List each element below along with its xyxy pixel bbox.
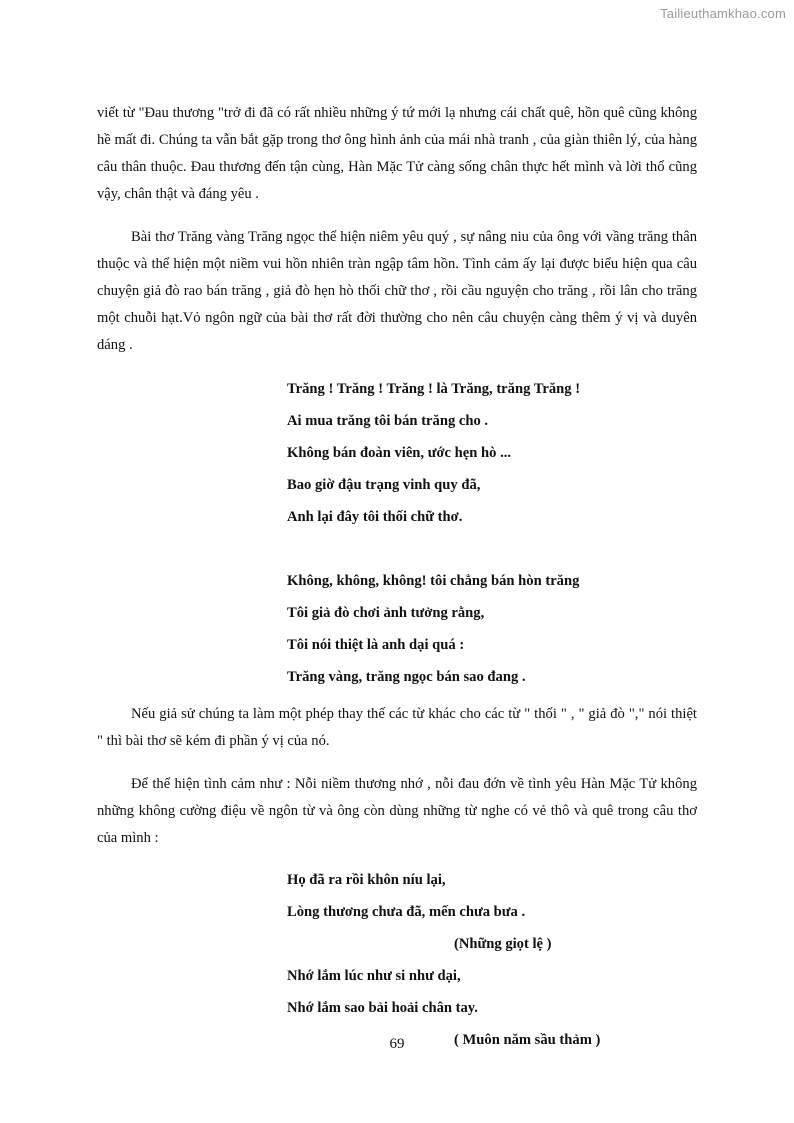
poem-source: (Những giọt lệ ) — [454, 936, 552, 952]
paragraph: Để thể hiện tình cảm như : Nỗi niềm thương nhớ , nỗi đau đớn về tình yêu Hàn Mặc Tử không những không cường điệu về ngôn từ và ông còn dùng những từ nghe có vẻ thô và quê trong câu thơ của mình : — [97, 776, 697, 846]
stanza-break — [97, 533, 697, 565]
poem-source: ( Muôn năm sầu thảm ) — [454, 1032, 601, 1048]
poem-line: Nhớ lắm lúc như si như dại, — [287, 968, 461, 984]
poem-line: Tôi giả đò chơi ảnh tưởng rằng, — [287, 605, 485, 621]
poem-line: Anh lại đây tôi thối chữ thơ. — [287, 509, 463, 525]
paragraph: Nếu giả sử chúng ta làm một phép thay thế các từ khác cho các từ " thối " , " giả đò "," nói thiệt " thì bài thơ sẽ kém đi phần ý vị của nó. — [97, 706, 697, 749]
poem-line: Lòng thương chưa đã, mến chưa bưa . — [287, 904, 526, 920]
watermark: Tailieuthamkhao.com — [660, 6, 786, 21]
poem-line: Ai mua trăng tôi bán trăng cho . — [287, 413, 489, 429]
poem-line: Nhớ lắm sao bải hoải chân tay. — [287, 1000, 478, 1016]
page-content — [97, 100, 697, 1056]
poem-line: Không, không, không! tôi chẳng bán hòn trăng — [287, 573, 580, 589]
poem-line: Bao giờ đậu trạng vinh quy đã, — [287, 477, 481, 493]
paragraph: viết từ "Đau thương "trở đi đã có rất nhiều những ý tứ mới lạ nhưng cái chất quê, hồn quê cũng không hề mất đi. Chúng ta vẫn bắt gặp trong thơ ông hình ảnh của mái nhà tranh , của giàn thiên lý, của hàng câu thân thuộc. Đau thương đến tận cùng, Hàn Mặc Tử càng sống chân thực hết mình và lời thổ cũng vậy, chân thật và đáng yêu . — [97, 105, 697, 202]
poem-trang-vang-trang-ngoc — [97, 373, 697, 693]
poem-line: Trăng ! Trăng ! Trăng ! là Trăng, trăng Trăng ! — [287, 381, 581, 397]
poem-line: Họ đã ra rồi khôn níu lại, — [287, 872, 446, 888]
page-number: 69 — [389, 1036, 405, 1052]
poem-line: Tôi nói thiệt là anh dại quá : — [287, 637, 465, 653]
poem-line: Không bán đoàn viên, ước hẹn hò ... — [287, 445, 512, 461]
poem-excerpts — [97, 864, 697, 1056]
paragraph: Bài thơ Trăng vàng Trăng ngọc thể hiện niêm yêu quý , sự nâng niu của ông với vầng trăng thân thuộc và thể hiện một niềm vui hồn nhiên tràn ngập tâm hồn. Tình cảm ấy lại được biểu hiện qua câu chuyện giả đò rao bán trăng , giả đò hẹn hò thối chữ thơ , rồi cầu nguyện cho trăng , rồi lân cho trăng một chuỗi hạt.Vỏ ngôn ngữ của bài thơ rất đời thường cho nên câu chuyện càng thêm ý vị và duyên dáng . — [97, 229, 697, 353]
poem-line: Trăng vàng, trăng ngọc bán sao đang . — [287, 669, 526, 685]
